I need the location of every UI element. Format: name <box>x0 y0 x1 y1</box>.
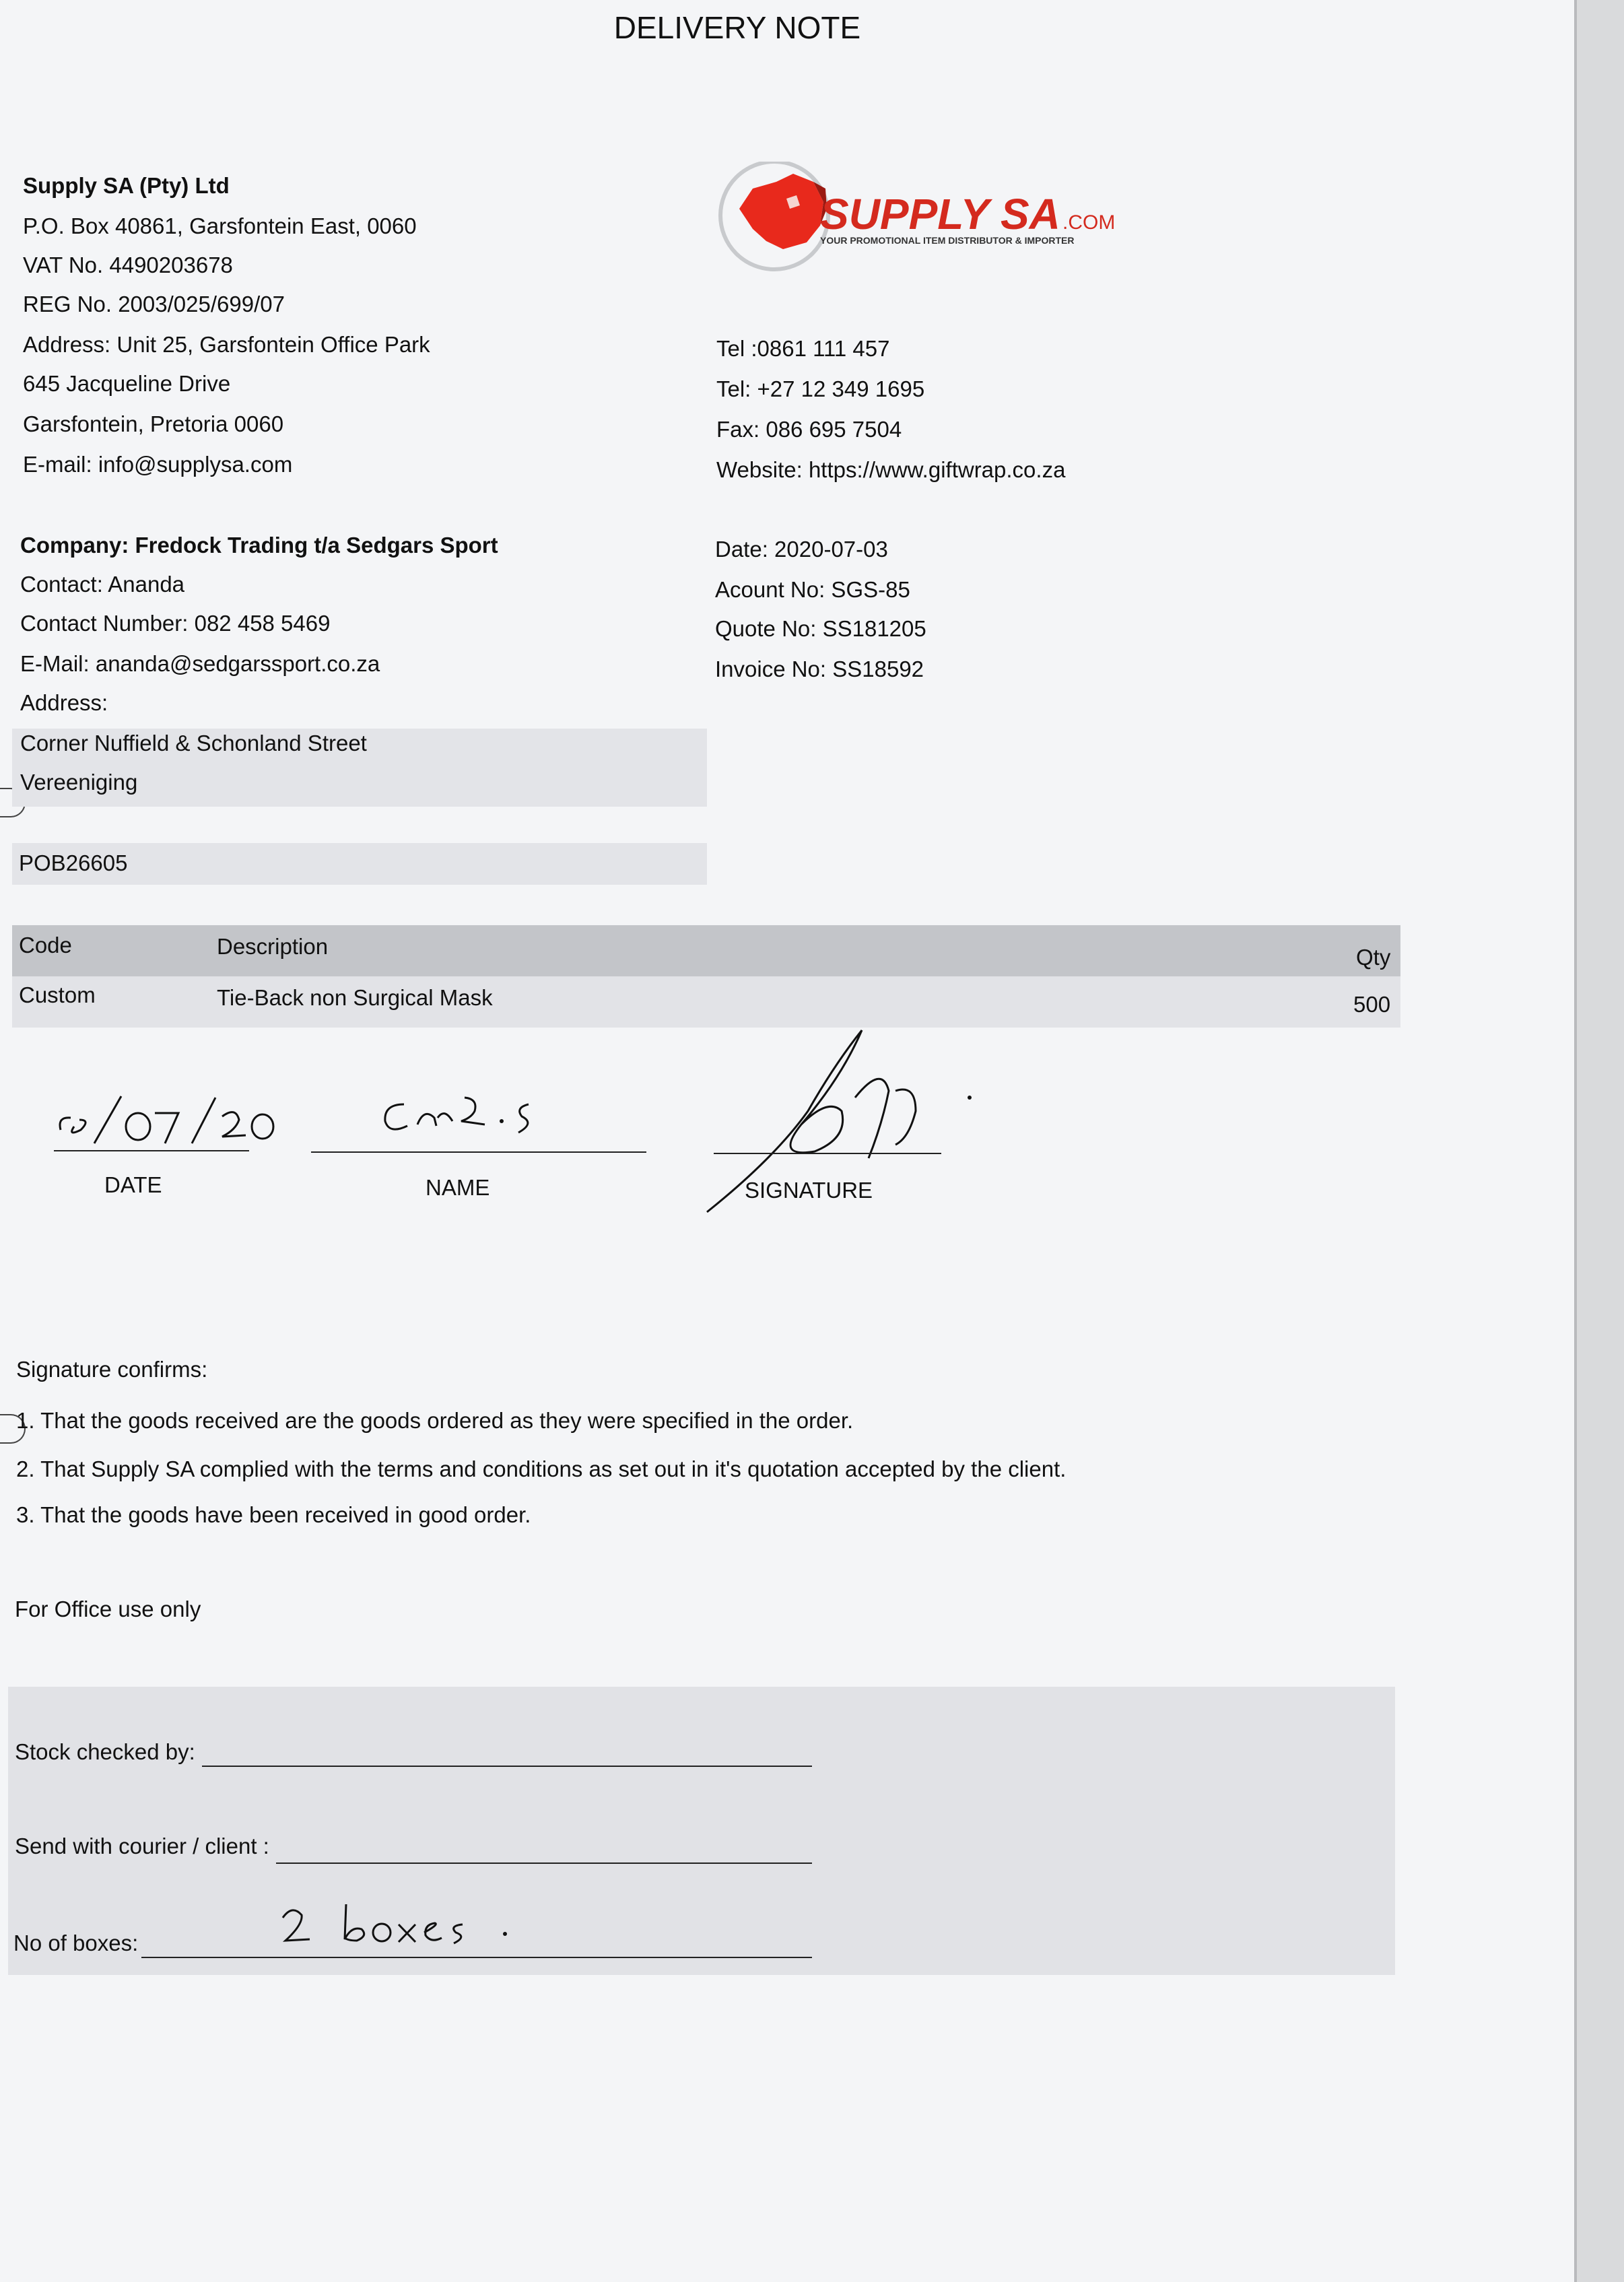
logo-tagline: YOUR PROMOTIONAL ITEM DISTRIBUTOR & IMPORTER <box>820 235 1075 246</box>
terms-item: 1. That the goods received are the goods ordered as they were specified in the order. <box>16 1408 854 1433</box>
supplier-email: E-mail: info@supplysa.com <box>23 452 293 477</box>
handwritten-date <box>54 1089 283 1150</box>
signature-line <box>714 1153 941 1154</box>
contact-fax: Fax: 086 695 7504 <box>716 417 902 442</box>
meta-invoice: Invoice No: SS18592 <box>715 657 924 681</box>
date-line <box>54 1150 249 1151</box>
supplier-line: REG No. 2003/025/699/07 <box>23 292 285 316</box>
name-label: NAME <box>426 1175 490 1200</box>
customer-contact: Contact: Ananda <box>20 572 185 597</box>
boxes-label: No of boxes: <box>13 1931 139 1955</box>
supplier-line: VAT No. 4490203678 <box>23 253 233 277</box>
scan-page-edge <box>1574 0 1624 2282</box>
logo-wordmark: SUPPLY SA <box>820 190 1060 238</box>
column-header-description: Description <box>217 934 329 959</box>
logo-graphic <box>712 162 1130 276</box>
contact-tel: Tel :0861 111 457 <box>716 336 890 361</box>
supplier-name: Supply SA (Pty) Ltd <box>23 173 230 198</box>
supplier-line: Address: Unit 25, Garsfontein Office Park <box>23 332 430 357</box>
office-heading: For Office use only <box>15 1597 201 1621</box>
contact-website: Website: https://www.giftwrap.co.za <box>716 457 1066 482</box>
customer-address-label: Address: <box>20 690 108 715</box>
meta-date: Date: 2020-07-03 <box>715 537 888 562</box>
stock-checked-label: Stock checked by: <box>15 1739 195 1764</box>
column-header-qty: Qty <box>1356 945 1391 970</box>
customer-address-line: Vereeniging <box>20 770 138 795</box>
supply-sa-logo <box>712 162 1130 276</box>
courier-line <box>276 1862 812 1864</box>
supplier-line: 645 Jacqueline Drive <box>23 371 231 396</box>
document-title: DELIVERY NOTE <box>613 10 861 45</box>
handwritten-boxes <box>277 1899 520 1953</box>
office-band <box>8 1687 1395 1975</box>
cell-description: Tie-Back non Surgical Mask <box>217 985 493 1010</box>
courier-label: Send with courier / client : <box>15 1834 269 1858</box>
customer-number: Contact Number: 082 458 5469 <box>20 611 331 636</box>
logo-suffix: .COM <box>1062 211 1116 234</box>
date-label: DATE <box>104 1172 162 1197</box>
cell-code: Custom <box>19 982 96 1007</box>
terms-item: 3. That the goods have been received in good order. <box>16 1502 531 1527</box>
terms-item: 2. That Supply SA complied with the terms and conditions as set out in it's quotation accepted by the client. <box>16 1456 1067 1481</box>
contact-tel: Tel: +27 12 349 1695 <box>716 376 925 401</box>
terms-intro: Signature confirms: <box>16 1357 208 1382</box>
name-line <box>311 1151 646 1153</box>
signature-label: SIGNATURE <box>745 1178 873 1203</box>
stock-checked-line <box>202 1766 812 1767</box>
handwritten-name <box>377 1084 579 1145</box>
customer-company: Company: Fredock Trading t/a Sedgars Sport <box>20 533 498 558</box>
cell-qty: 500 <box>1353 992 1391 1017</box>
customer-address-line: Corner Nuffield & Schonland Street <box>20 731 367 756</box>
meta-account: Acount No: SGS-85 <box>715 577 910 602</box>
customer-email: E-Mail: ananda@sedgarssport.co.za <box>20 651 380 676</box>
supplier-line: P.O. Box 40861, Garsfontein East, 0060 <box>23 213 417 238</box>
boxes-line <box>141 1957 812 1958</box>
supplier-line: Garsfontein, Pretoria 0060 <box>23 411 284 436</box>
column-header-code: Code <box>19 933 72 958</box>
purchase-order-number: POB26605 <box>19 850 128 875</box>
meta-quote: Quote No: SS181205 <box>715 616 926 641</box>
